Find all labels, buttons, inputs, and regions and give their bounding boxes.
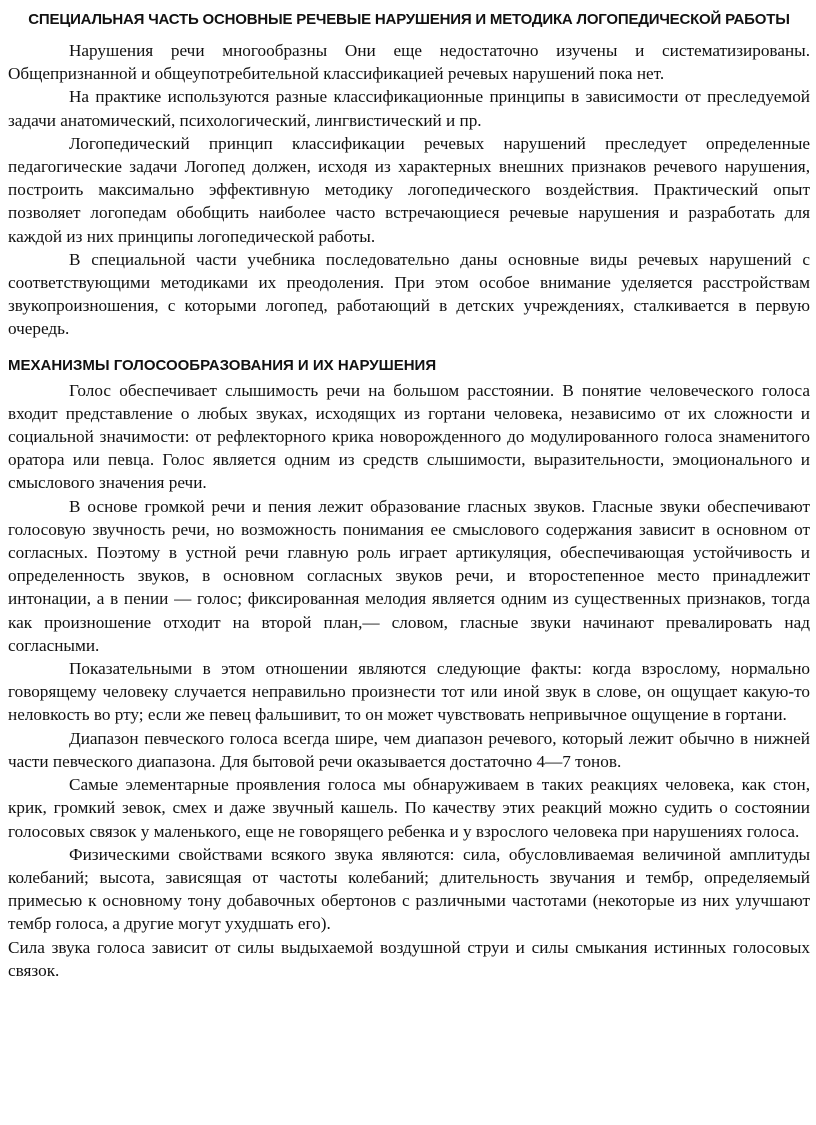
paragraph: В основе громкой речи и пения лежит образование гласных звуков. Гласные звуки обеспечивают голосовую звучность речи, но возможность понимания ее смыслового содержания зависит в основном от согласных. Поэтому в устной речи главную роль играет артикуляция, обеспечивающая устойчивость и определенность звуков, в основном согласных звуков речи, и второстепенное место принадлежит интонации, а в пении — голос; фиксированная мелодия является одним из существенных признаков, тогда как произношение отходит на второй план,— словом, гласные звуки начинают превалировать над согласными.	[8, 496, 810, 655]
paragraph: Самые элементарные проявления голоса мы обнаруживаем в таких реакциях человека, как стон, крик, громкий зевок, смех и даже звучный кашель. По качеству этих реакций можно судить о состоянии голосовых связок у маленького, еще не говорящего ребенка и у взрослого человека при нарушениях голоса.	[8, 775, 810, 841]
paragraph: Физическими свойствами всякого звука являются: сила, обусловливаемая величиной амплитуды колебаний; высота, зависящая от частоты колебаний; длительность звучания и тембр, определяемый примесью к основному тону добавочных обертонов с различными частотами (некоторые из них улучшают тембр голоса, а другие могут ухудшать его).	[8, 844, 810, 934]
section-heading: МЕХАНИЗМЫ ГОЛОСООБРАЗОВАНИЯ И ИХ НАРУШЕНИЯ	[8, 356, 437, 374]
paragraph: Показательными в этом отношении являются следующие факты: когда взрослому, нормально говорящему человеку случается неправильно произнести тот или иной звук в слове, он ощущает какую-то неловкость во рту; если же певец фальшивит, то он может чувствовать непривычное ощущение в гортани.	[8, 659, 810, 725]
paragraph: Логопедический принцип классификации речевых нарушений преследует определенные педагогические задачи Логопед должен, исходя из характерных внешних признаков речевого нарушения, построить максимально эффективную методику логопедического воздействия. Практический опыт позволяет логопедам обобщить наиболее часто встречающиеся речевые нарушения и разработать для каждой из них принципы логопедической работы.	[8, 133, 810, 246]
paragraph: Нарушения речи многообразны Они еще недостаточно изучены и систематизированы. Общепризнанной и общеупотребительной классификацией речевых нарушений пока нет.	[8, 41, 810, 84]
intro-section	[8, 39, 810, 341]
paragraph: В специальной части учебника последовательно даны основные виды речевых нарушений с соответствующими методиками их преодоления. При этом особое внимание уделяется расстройствам звукопроизношения, с которыми логопед, работающий в детских учреждениях, сталкивается в первую очередь.	[8, 249, 810, 339]
voice-mechanisms-section	[8, 379, 810, 982]
paragraph: Голос обеспечивает слышимость речи на большом расстоянии. В понятие человеческого голоса входит представление о любых звуках, исходящих из гортани человека, независимо от их сложности и социальной значимости: от рефлекторного крика новорожденного до модулированного голоса знаменитого оратора или певца. Голос является одним из средств слышимости, выразительности, эмоционального и смыслового значения речи.	[8, 380, 810, 493]
paragraph: Диапазон певческого голоса всегда шире, чем диапазон речевого, который лежит обычно в нижней части певческого диапазона. Для бытовой речи оказывается достаточно 4—7 тонов.	[8, 728, 810, 771]
final-paragraph: Сила звука голоса зависит от силы выдыхаемой воздушной струи и силы смыкания истинных голосовых связок.	[8, 937, 810, 980]
document-title: СПЕЦИАЛЬНАЯ ЧАСТЬ ОСНОВНЫЕ РЕЧЕВЫЕ НАРУШЕНИЯ И МЕТОДИКА ЛОГОПЕДИЧЕСКОЙ РАБОТЫ	[28, 11, 790, 28]
paragraph: На практике используются разные классификационные принципы в зависимости от преследуемой задачи анатомический, психологический, лингвистический и пр.	[8, 87, 810, 130]
